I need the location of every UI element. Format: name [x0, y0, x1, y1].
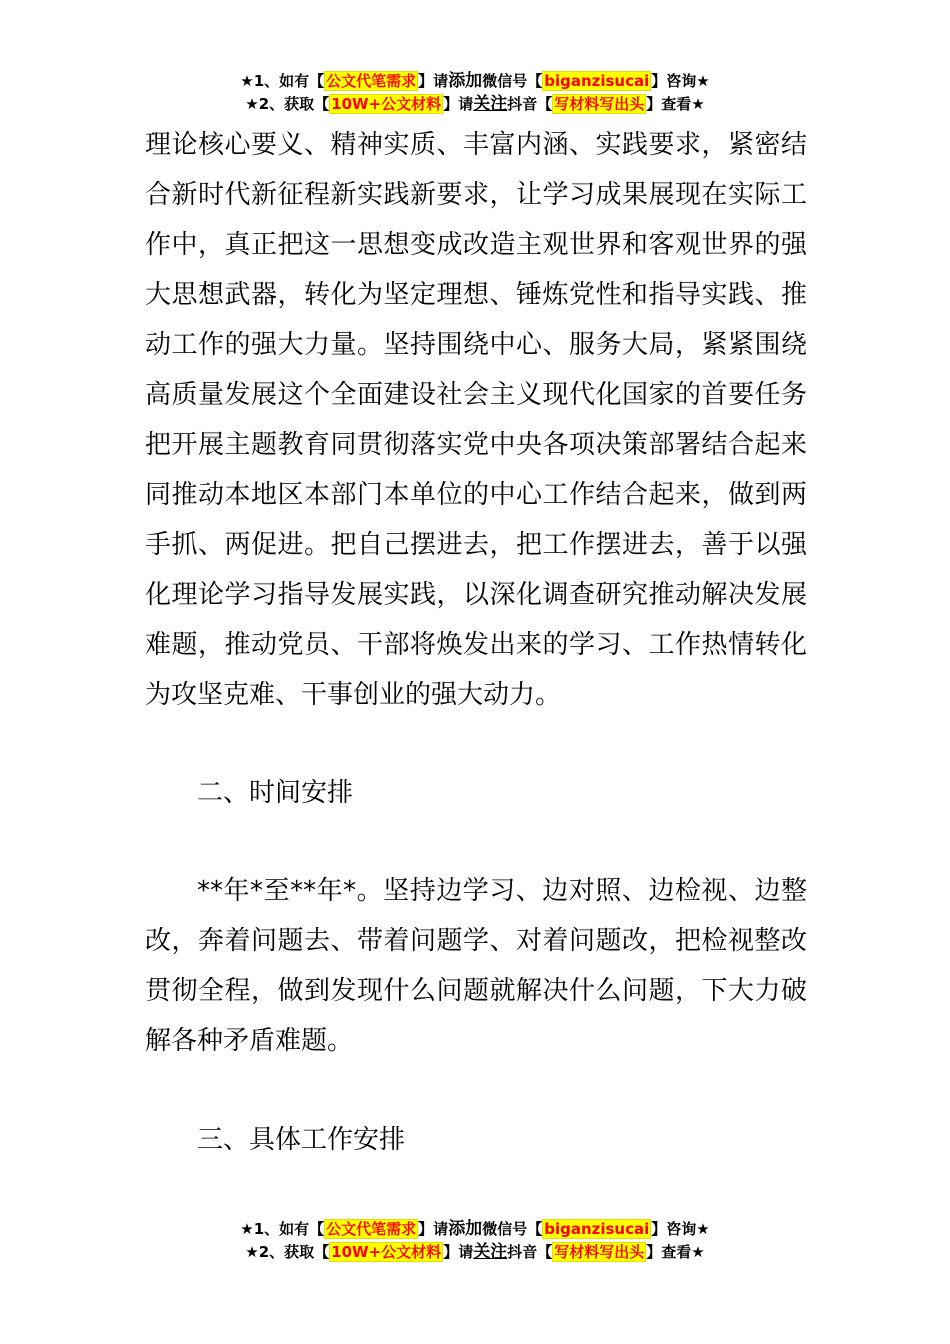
highlight-service: 公文代笔需求	[326, 1220, 417, 1238]
banner-line-2	[0, 93, 950, 116]
banner-line-1	[0, 1218, 950, 1241]
banner-text: 】请	[418, 1220, 449, 1238]
star-icon: ★	[691, 1243, 705, 1261]
banner-text: 1、如有【	[253, 1220, 325, 1238]
banner-line-1	[0, 70, 950, 93]
footer-banner	[0, 1218, 950, 1264]
banner-text: 】咨询	[651, 1220, 697, 1238]
banner-text: 抖音【	[507, 95, 553, 113]
star-icon: ★	[691, 95, 705, 113]
banner-emphasis: 添加	[448, 1219, 483, 1239]
body-paragraph-2	[145, 866, 807, 1066]
heading-text: 二、时间安排	[197, 778, 354, 808]
banner-text: 】咨询	[651, 72, 697, 90]
banner-text: 】查看	[646, 1243, 692, 1261]
paragraph-text: **年*至**年*。坚持边学习、边对照、边检视、边整改，奔着问题去、带着问题学、对着问题改，把检视整改贯彻全程，做到发现什么问题就解决什么问题，下大力破解各种矛盾难题。	[145, 876, 807, 1056]
banner-text: 微信号【	[482, 1220, 543, 1238]
star-icon: ★	[240, 72, 254, 90]
banner-text: 】查看	[646, 95, 692, 113]
highlight-materials: 10W+公文材料	[331, 95, 442, 113]
banner-text: 】请	[443, 1243, 474, 1261]
highlight-douyin-account: 写材料写出头	[554, 95, 645, 113]
banner-text: 2、获取【	[258, 95, 330, 113]
section-heading-work-plan	[145, 1115, 807, 1165]
star-icon: ★	[696, 1220, 710, 1238]
star-icon: ★	[240, 1220, 254, 1238]
banner-text: 2、获取【	[258, 1243, 330, 1261]
paragraph-text: 理论核心要义、精神实质、丰富内涵、实践要求，紧密结合新时代新征程新实践新要求，让学习成果展现在实际工作中，真正把这一思想变成改造主观世界和客观世界的强大思想武器，转化为坚定理想、锤炼党性和指导实践、推动工作的强大力量。坚持围绕中心、服务大局，紧紧围绕高质量发展这个全面建设社会主义现代化国家的首要任务把开展主题教育同贯彻落实党中央各项决策部署结合起来同推动本地区本部门本单位的中心工作结合起来，做到两手抓、两促进。把自己摆进去，把工作摆进去，善于以强化理论学习指导发展实践，以深化调查研究推动解决发展难题，推动党员、干部将焕发出来的学习、工作热情转化为攻坚克难、干事创业的强大动力。	[145, 130, 807, 710]
star-icon: ★	[696, 72, 710, 90]
banner-text: 抖音【	[507, 1243, 553, 1261]
banner-text: 微信号【	[482, 72, 543, 90]
highlight-wechat-id: biganzisucai	[544, 72, 650, 90]
body-paragraph-1	[145, 120, 807, 720]
highlight-materials: 10W+公文材料	[331, 1243, 442, 1261]
banner-line-2	[0, 1241, 950, 1264]
header-banner	[0, 70, 950, 116]
star-icon: ★	[245, 1243, 259, 1261]
banner-emphasis: 关注	[473, 94, 508, 114]
banner-emphasis: 添加	[448, 71, 483, 91]
banner-text: 】请	[443, 95, 474, 113]
highlight-service: 公文代笔需求	[326, 72, 417, 90]
heading-text: 三、具体工作安排	[197, 1125, 406, 1155]
banner-text: 】请	[418, 72, 449, 90]
banner-emphasis: 关注	[473, 1242, 508, 1262]
highlight-douyin-account: 写材料写出头	[554, 1243, 645, 1261]
highlight-wechat-id: biganzisucai	[544, 1220, 650, 1238]
star-icon: ★	[245, 95, 259, 113]
banner-text: 1、如有【	[253, 72, 325, 90]
section-heading-time	[145, 768, 807, 818]
